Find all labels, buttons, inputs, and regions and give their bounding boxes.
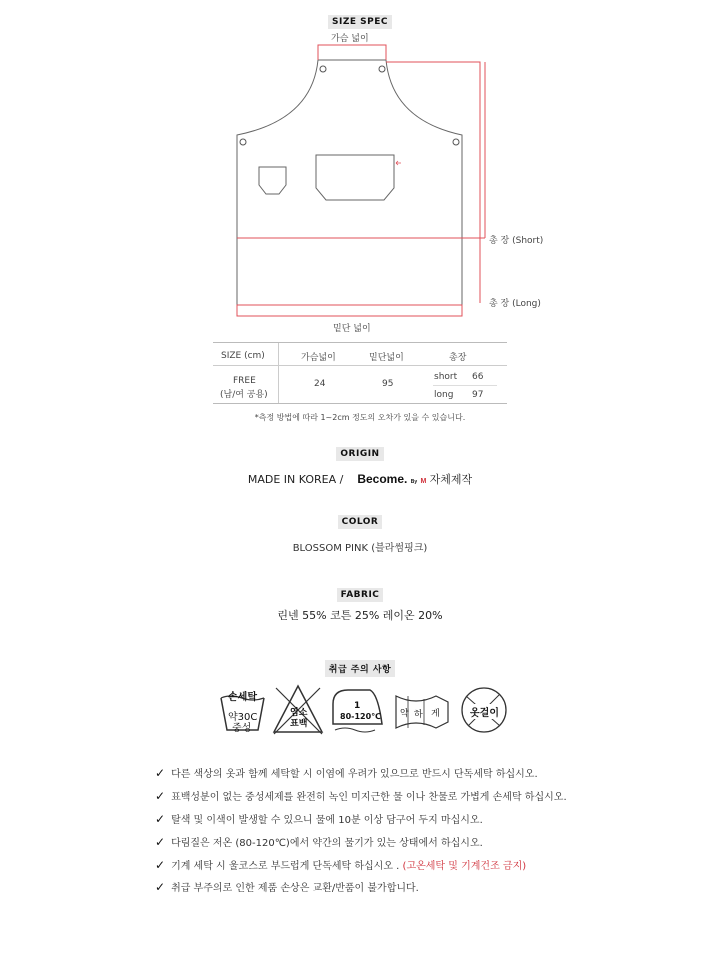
long-value: 97 bbox=[472, 390, 484, 400]
check-icon: ✓ bbox=[155, 766, 166, 780]
iron-num-text: 1 bbox=[354, 701, 361, 711]
origin-text: MADE IN KOREA / bbox=[247, 473, 344, 486]
care-note-2: ✓ 표백성분이 없는 중성세제를 완전히 녹인 미지근한 물 이나 찬물로 가볍게 손세탁 하십시오. bbox=[155, 789, 567, 803]
check-icon: ✓ bbox=[155, 812, 166, 826]
wash-mid-text: 약30C bbox=[228, 712, 258, 723]
pocket-pointer bbox=[396, 161, 401, 165]
hem-measure-box bbox=[237, 305, 462, 316]
wring-text-2: 하 bbox=[414, 710, 423, 720]
fabric-text: 린넨 55% 코튼 25% 레이온 20% bbox=[277, 609, 443, 622]
apron-diagram bbox=[0, 0, 720, 340]
wash-bottom-text: 중성 bbox=[232, 723, 252, 734]
grommet-side-right bbox=[453, 139, 459, 145]
short-label: short bbox=[434, 372, 458, 382]
care-title: 취급 주의 사항 bbox=[0, 657, 720, 677]
size-spec-title: SIZE SPEC bbox=[0, 9, 720, 29]
chest-label: 가슴 넓이 bbox=[331, 34, 369, 44]
check-icon: ✓ bbox=[155, 789, 166, 803]
hem-label: 밑단 넓이 bbox=[333, 324, 371, 334]
origin-line bbox=[0, 471, 720, 487]
apron-outline bbox=[237, 60, 462, 305]
long-label: long bbox=[434, 390, 454, 400]
care-note-5: ✓ 기계 세탁 시 울코스로 부드럽게 단독세탁 하십시오 . (고온세탁 및 기계건조 금지) bbox=[155, 858, 527, 872]
check-icon: ✓ bbox=[155, 858, 166, 872]
long-length-label: 총 장 (Long) bbox=[489, 299, 541, 309]
small-pocket bbox=[259, 167, 286, 194]
color-title: COLOR bbox=[0, 509, 720, 529]
hem-value: 95 bbox=[382, 379, 394, 389]
col-hem: 밑단넓이 bbox=[369, 353, 404, 363]
iron-temp-text: 80-120℃ bbox=[340, 712, 381, 721]
grommet-side-left bbox=[240, 139, 246, 145]
care-note-1: ✓ 다른 색상의 옷과 함께 세탁할 시 이염에 우려가 있으므로 반드시 단독세탁 하십시오. bbox=[155, 766, 538, 780]
short-length-label: 총 장 (Short) bbox=[489, 236, 544, 246]
col-chest: 가슴넓이 bbox=[301, 353, 336, 363]
measure-note: *측정 방법에 따라 1~2cm 정도의 오차가 있을 수 있습니다. bbox=[254, 413, 466, 422]
grommet-top-right bbox=[379, 66, 385, 72]
chest-value: 24 bbox=[314, 379, 326, 389]
care-note-6: ✓ 취급 부주의로 인한 제품 손상은 교환/반품이 불가합니다. bbox=[155, 880, 419, 894]
bleach-top-text: 염소 bbox=[290, 708, 308, 718]
origin-title: ORIGIN bbox=[0, 441, 720, 461]
size-table bbox=[213, 342, 507, 404]
grommet-top-left bbox=[320, 66, 326, 72]
hang-dry-text: 옷걸이 bbox=[469, 704, 500, 719]
check-icon: ✓ bbox=[155, 835, 166, 849]
check-icon: ✓ bbox=[155, 880, 166, 894]
color-text: BLOSSOM PINK (블라썸핑크) bbox=[292, 543, 428, 554]
wring-text-3: 게 bbox=[431, 709, 440, 719]
chest-measure-line bbox=[318, 45, 386, 60]
care-note-5-warning: (고온세탁 및 기계건조 금지) bbox=[402, 861, 527, 872]
col-size: SIZE (cm) bbox=[221, 351, 265, 361]
care-note-3: ✓ 탈색 및 이색이 발생할 수 있으니 물에 10분 이상 담구어 두지 마십시오. bbox=[155, 812, 483, 826]
fabric-title: FABRIC bbox=[0, 582, 720, 602]
wash-top-text: 손세탁 bbox=[228, 692, 257, 703]
row-size-sub: (남/여 공용) bbox=[220, 390, 268, 400]
bleach-bottom-text: 표백 bbox=[290, 719, 308, 729]
origin-suffix: 자체제작 bbox=[429, 473, 473, 486]
care-note-4: ✓ 다림질은 저온 (80-120℃)에서 약간의 물기가 있는 상태에서 하십시오. bbox=[155, 835, 483, 849]
long-length-line bbox=[386, 62, 480, 303]
row-size: FREE bbox=[233, 376, 256, 386]
large-pocket bbox=[316, 155, 394, 200]
short-value: 66 bbox=[472, 372, 484, 382]
wring-text-1: 약 bbox=[400, 709, 409, 719]
iron-icon bbox=[333, 690, 382, 732]
col-length: 총장 bbox=[449, 353, 467, 363]
brand-logo: Become. By M bbox=[357, 472, 427, 486]
